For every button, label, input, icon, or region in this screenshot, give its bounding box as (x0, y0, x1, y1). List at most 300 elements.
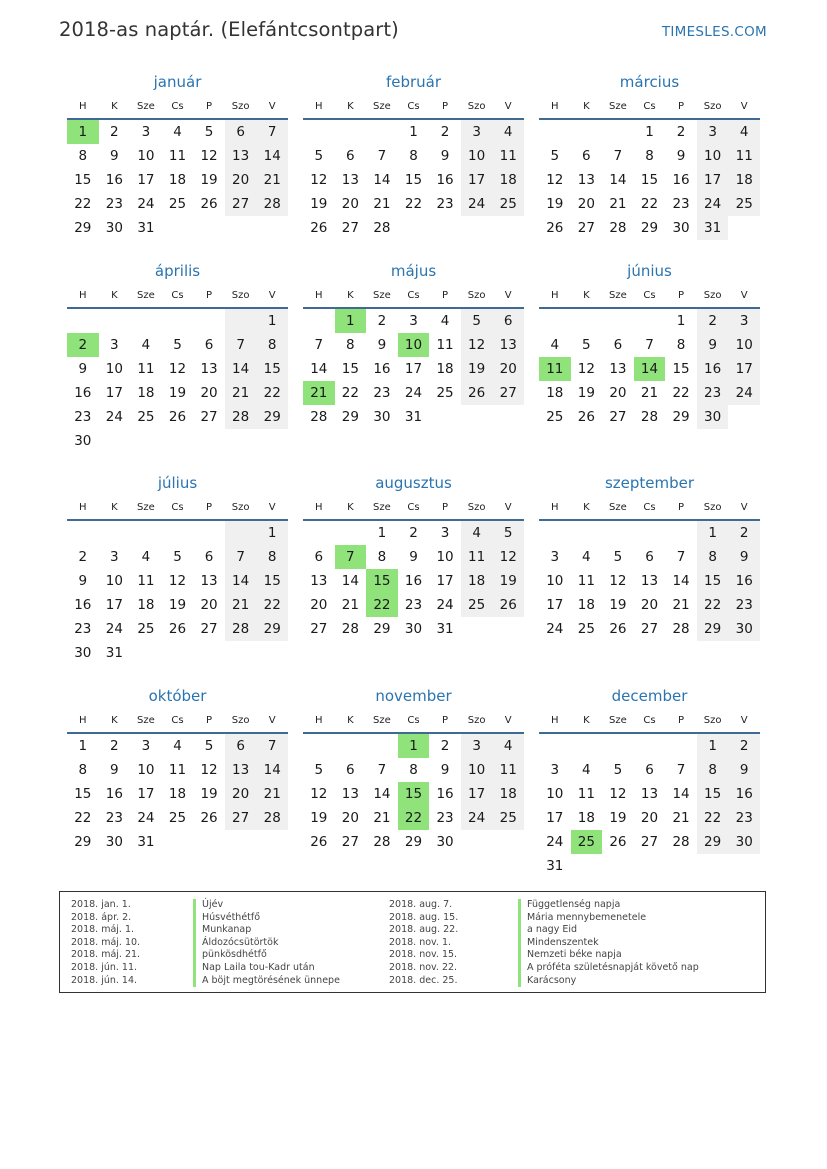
day-cell: 10 (461, 758, 493, 782)
day-cell: 21 (256, 782, 288, 806)
day-cell-empty (335, 120, 367, 144)
day-cell: 12 (168, 361, 187, 377)
weekday-label: P (206, 290, 213, 301)
weekday-label: P (442, 290, 449, 301)
day-cell: 15 (74, 786, 92, 802)
day-grid (539, 120, 760, 240)
day-cell: 12 (461, 333, 493, 357)
day-cell: 17 (461, 782, 493, 806)
day-cell: 13 (200, 573, 218, 589)
day-cell: 11 (728, 144, 760, 168)
weekday-label: H (551, 502, 559, 513)
holiday-name: pünkösdhétfő (193, 949, 267, 962)
day-cell: 16 (74, 385, 92, 401)
day-cell: 29 (697, 617, 729, 641)
day-cell: 1 (78, 738, 88, 754)
day-cell-empty (303, 309, 335, 333)
day-cell: 31 (404, 409, 423, 425)
weekday-label: Szo (231, 715, 250, 726)
day-cell: 30 (728, 617, 760, 641)
holiday-name: Munkanap (193, 924, 251, 937)
day-cell: 4 (582, 549, 591, 565)
day-cell: 10 (728, 333, 760, 357)
day-cell: 24 (546, 621, 564, 637)
day-cell: 17 (461, 168, 493, 192)
holiday-date: 2018. ápr. 2. (71, 911, 132, 923)
day-cell: 24 (137, 810, 155, 826)
weekday-label: K (347, 502, 354, 513)
day-cell: 14 (225, 569, 257, 593)
month-name: július (157, 474, 198, 492)
day-cell: 3 (550, 762, 560, 778)
day-cell: 26 (168, 409, 187, 425)
holiday-name: Újév (193, 899, 223, 912)
day-cell: 5 (314, 148, 324, 164)
day-cell: 29 (74, 220, 92, 236)
day-cell: 12 (492, 545, 524, 569)
weekday-header (67, 95, 288, 120)
day-cell: 17 (546, 597, 564, 613)
month-block (67, 259, 288, 471)
day-cell: 28 (256, 192, 288, 216)
day-cell: 14 (373, 786, 391, 802)
weekday-label: Cs (171, 290, 184, 301)
day-cell: 29 (256, 617, 288, 641)
month-name: november (375, 687, 452, 705)
weekday-label: V (504, 101, 512, 112)
weekday-label: H (551, 715, 559, 726)
day-cell: 4 (440, 313, 450, 329)
day-cell: 5 (613, 762, 623, 778)
day-cell: 29 (404, 834, 423, 850)
weekday-header (539, 496, 760, 521)
day-cell-empty (225, 521, 257, 545)
month-name: szeptember (604, 474, 695, 492)
weekday-label: Cs (407, 101, 420, 112)
day-cell: 9 (728, 758, 760, 782)
day-cell: 20 (609, 385, 627, 401)
day-cell: 18 (137, 597, 155, 613)
holiday-legend (59, 891, 766, 993)
day-cell: 4 (141, 549, 151, 565)
holiday-name: A böjt megtörésének ünnepe (193, 975, 340, 988)
day-cell: 2 (676, 124, 686, 140)
weekday-header (67, 496, 288, 521)
month-block (303, 684, 524, 874)
day-cell: 12 (200, 762, 218, 778)
day-cell: 18 (461, 569, 493, 593)
day-cell: 2 (409, 525, 418, 541)
day-cell: 12 (310, 172, 328, 188)
day-grid (539, 309, 760, 429)
day-cell: 4 (173, 738, 182, 754)
day-cell: 8 (409, 762, 418, 778)
day-cell: 8 (409, 148, 418, 164)
day-cell: 19 (609, 810, 627, 826)
day-cell: 26 (577, 409, 595, 425)
month-block (303, 259, 524, 471)
day-cell: 24 (461, 806, 493, 830)
weekday-label: P (678, 715, 685, 726)
day-cell: 20 (200, 597, 218, 613)
weekday-label: Szo (703, 101, 722, 112)
weekday-label: Szo (467, 502, 486, 513)
day-cell: 23 (404, 597, 423, 613)
day-cell: 23 (436, 810, 454, 826)
holiday-name: Karácsony (518, 975, 576, 988)
weekday-label: K (583, 502, 590, 513)
day-cell: 14 (373, 172, 391, 188)
day-cell: 27 (492, 381, 524, 405)
month-block (67, 471, 288, 684)
day-cell: 10 (697, 144, 729, 168)
day-cell-empty (67, 309, 99, 333)
day-cell: 12 (168, 573, 187, 589)
day-cell: 12 (310, 786, 328, 802)
weekday-label: P (678, 290, 685, 301)
day-cell: 16 (105, 786, 123, 802)
weekday-label: Sze (609, 101, 627, 112)
weekday-label: P (678, 502, 685, 513)
day-cell-empty (634, 309, 666, 333)
weekday-label: Sze (373, 715, 391, 726)
day-cell: 16 (672, 172, 690, 188)
day-cell: 24 (436, 597, 454, 613)
day-cell-empty (335, 521, 367, 545)
day-cell: 18 (168, 786, 187, 802)
day-cell: 27 (640, 621, 659, 637)
day-cell: 31 (137, 220, 155, 236)
day-cell: 2 (728, 521, 760, 545)
day-cell-holiday: 10 (398, 333, 430, 357)
day-cell: 27 (200, 621, 218, 637)
weekday-label: Cs (407, 290, 420, 301)
day-cell: 29 (74, 834, 92, 850)
day-cell: 4 (728, 120, 760, 144)
weekday-label: Sze (609, 502, 627, 513)
day-cell: 6 (613, 337, 623, 353)
day-cell: 18 (577, 597, 595, 613)
day-cell: 2 (110, 124, 119, 140)
day-cell: 9 (110, 762, 119, 778)
day-cell: 8 (377, 549, 387, 565)
day-cell: 11 (492, 758, 524, 782)
day-cell-holiday: 1 (335, 309, 367, 333)
day-cell: 27 (341, 834, 359, 850)
day-cell: 28 (256, 806, 288, 830)
day-cell-empty (303, 734, 335, 758)
day-cell: 15 (256, 569, 288, 593)
day-cell: 18 (492, 168, 524, 192)
weekday-label: H (79, 715, 87, 726)
day-cell: 18 (137, 385, 155, 401)
weekday-label: V (268, 715, 276, 726)
day-cell: 9 (440, 762, 450, 778)
holiday-name: Áldozócsütörtök (193, 937, 278, 950)
weekday-header (67, 709, 288, 734)
day-grid (67, 309, 288, 453)
day-cell: 12 (200, 148, 218, 164)
day-cell: 25 (436, 385, 454, 401)
day-cell-empty (602, 120, 634, 144)
day-cell: 17 (404, 361, 423, 377)
day-cell: 31 (436, 621, 454, 637)
day-cell: 2 (440, 738, 450, 754)
day-cell-holiday: 25 (571, 830, 603, 854)
day-cell: 6 (346, 148, 355, 164)
weekday-label: Sze (373, 101, 391, 112)
day-cell: 3 (141, 124, 151, 140)
day-cell: 14 (672, 573, 690, 589)
weekday-label: V (740, 502, 748, 513)
day-cell: 17 (728, 357, 760, 381)
holiday-date: 2018. nov. 22. (389, 961, 458, 973)
day-cell-empty (539, 309, 571, 333)
day-cell: 12 (546, 172, 564, 188)
month-name: október (148, 687, 207, 705)
weekday-label: Cs (171, 101, 184, 112)
day-cell: 6 (645, 762, 654, 778)
day-cell: 26 (492, 593, 524, 617)
day-cell: 18 (168, 172, 187, 188)
weekday-label: H (79, 290, 87, 301)
day-cell: 16 (697, 357, 729, 381)
day-cell: 14 (341, 573, 359, 589)
day-cell: 3 (110, 549, 119, 565)
day-cell-holiday: 22 (398, 806, 430, 830)
day-cell: 2 (110, 738, 119, 754)
day-cell: 17 (137, 172, 155, 188)
day-cell: 14 (225, 357, 257, 381)
day-cell: 25 (546, 409, 564, 425)
day-cell: 4 (550, 337, 560, 353)
weekday-label: Cs (171, 715, 184, 726)
day-cell: 26 (200, 196, 218, 212)
weekday-label: Sze (609, 290, 627, 301)
day-cell-holiday: 21 (303, 381, 335, 405)
weekday-label: Szo (467, 290, 486, 301)
weekday-label: P (678, 101, 685, 112)
day-cell: 27 (640, 834, 659, 850)
day-cell: 7 (645, 337, 654, 353)
calendar-grid (67, 70, 760, 874)
day-cell: 2 (377, 313, 387, 329)
day-cell: 23 (728, 593, 760, 617)
day-cell: 2 (78, 549, 88, 565)
weekday-label: Szo (231, 290, 250, 301)
day-cell: 8 (256, 545, 288, 569)
day-cell: 30 (697, 405, 729, 429)
day-cell: 5 (461, 309, 493, 333)
day-cell-empty (99, 309, 131, 333)
day-cell-empty (571, 120, 603, 144)
day-cell: 19 (310, 810, 328, 826)
day-cell: 17 (105, 597, 123, 613)
day-cell: 26 (168, 621, 187, 637)
day-cell: 24 (697, 192, 729, 216)
day-cell: 21 (640, 385, 659, 401)
day-cell: 5 (492, 521, 524, 545)
day-cell: 22 (404, 196, 423, 212)
day-cell: 26 (200, 810, 218, 826)
day-cell: 7 (314, 337, 324, 353)
holiday-date: 2018. máj. 1. (71, 924, 135, 936)
month-block (539, 684, 760, 874)
day-cell: 31 (137, 834, 155, 850)
holiday-date: 2018. jún. 14. (71, 974, 138, 986)
day-cell: 16 (74, 597, 92, 613)
day-grid (67, 734, 288, 854)
weekday-label: Sze (373, 502, 391, 513)
day-cell: 27 (577, 220, 595, 236)
day-cell: 24 (105, 409, 123, 425)
weekday-header (303, 709, 524, 734)
day-cell-holiday: 15 (366, 569, 398, 593)
day-cell: 8 (697, 758, 729, 782)
holiday-date: 2018. nov. 15. (389, 949, 458, 961)
day-cell: 15 (640, 172, 659, 188)
day-cell: 21 (341, 597, 359, 613)
weekday-label: Cs (643, 290, 656, 301)
day-cell: 7 (256, 120, 288, 144)
day-cell-empty (162, 521, 194, 545)
day-cell: 20 (640, 810, 659, 826)
day-cell: 12 (609, 573, 627, 589)
day-cell: 10 (546, 573, 564, 589)
day-cell-empty (539, 120, 571, 144)
day-cell: 8 (346, 337, 355, 353)
weekday-label: P (206, 715, 213, 726)
day-cell: 2 (728, 734, 760, 758)
day-cell: 22 (341, 385, 359, 401)
day-cell: 22 (74, 196, 92, 212)
day-cell: 27 (225, 806, 257, 830)
weekday-header (539, 284, 760, 309)
day-cell: 25 (577, 621, 595, 637)
day-cell: 28 (341, 621, 359, 637)
day-cell: 1 (676, 313, 686, 329)
day-cell: 28 (640, 409, 659, 425)
day-cell-empty (602, 734, 634, 758)
day-cell: 24 (728, 381, 760, 405)
weekday-header (67, 284, 288, 309)
day-cell: 28 (310, 409, 328, 425)
weekday-label: K (583, 101, 590, 112)
day-cell: 26 (461, 381, 493, 405)
day-cell: 10 (105, 573, 123, 589)
day-cell: 28 (609, 220, 627, 236)
day-cell: 6 (204, 549, 214, 565)
day-cell: 28 (672, 834, 690, 850)
holiday-date: 2018. aug. 7. (389, 899, 453, 910)
weekday-label: P (442, 715, 449, 726)
day-cell: 1 (256, 521, 288, 545)
day-cell: 29 (256, 405, 288, 429)
weekday-label: Cs (171, 502, 184, 513)
weekday-label: V (740, 101, 748, 112)
weekday-label: K (347, 101, 354, 112)
day-cell-empty (303, 521, 335, 545)
holiday-date: 2018. jan. 1. (71, 899, 131, 910)
day-cell: 21 (672, 597, 690, 613)
day-cell: 13 (225, 144, 257, 168)
day-cell: 5 (204, 738, 214, 754)
month-block (539, 70, 760, 259)
day-cell: 30 (404, 621, 423, 637)
day-cell: 7 (256, 734, 288, 758)
day-cell: 5 (204, 124, 214, 140)
day-cell: 16 (404, 573, 423, 589)
weekday-label: P (442, 502, 449, 513)
day-cell: 8 (256, 333, 288, 357)
weekday-label: Sze (137, 502, 155, 513)
day-cell: 18 (546, 385, 564, 401)
day-grid (303, 120, 524, 240)
weekday-label: Sze (373, 290, 391, 301)
day-cell: 24 (137, 196, 155, 212)
day-cell-empty (162, 309, 194, 333)
day-cell: 25 (168, 810, 187, 826)
day-cell: 4 (582, 762, 591, 778)
day-grid (303, 734, 524, 854)
weekday-label: H (551, 101, 559, 112)
day-cell: 18 (492, 782, 524, 806)
month-name: április (154, 262, 201, 280)
day-cell: 25 (461, 593, 493, 617)
day-cell: 3 (550, 549, 560, 565)
day-cell-empty (571, 521, 603, 545)
day-cell: 19 (492, 569, 524, 593)
day-cell: 23 (672, 196, 690, 212)
day-cell: 13 (341, 172, 359, 188)
day-cell: 12 (577, 361, 595, 377)
weekday-header (303, 496, 524, 521)
day-cell: 17 (546, 810, 564, 826)
day-cell: 3 (409, 313, 418, 329)
day-cell: 28 (225, 405, 257, 429)
day-cell: 13 (640, 573, 659, 589)
weekday-label: Szo (467, 715, 486, 726)
day-cell-empty (571, 734, 603, 758)
month-name: december (611, 687, 688, 705)
day-cell: 6 (225, 120, 257, 144)
day-cell: 13 (341, 786, 359, 802)
day-cell: 30 (105, 834, 123, 850)
day-cell-empty (571, 309, 603, 333)
day-cell: 20 (640, 597, 659, 613)
day-cell: 11 (436, 337, 454, 353)
weekday-label: Szo (703, 502, 722, 513)
day-cell-empty (130, 521, 162, 545)
brand-link[interactable]: TIMESLES.COM (661, 24, 767, 40)
day-cell: 19 (546, 196, 564, 212)
month-block (67, 70, 288, 259)
day-cell: 6 (346, 762, 355, 778)
weekday-label: Szo (231, 502, 250, 513)
day-cell: 29 (341, 409, 359, 425)
weekday-label: K (111, 502, 118, 513)
day-cell: 26 (609, 621, 627, 637)
day-cell: 19 (609, 597, 627, 613)
day-cell: 15 (404, 172, 423, 188)
weekday-label: Sze (137, 290, 155, 301)
weekday-label: P (442, 101, 449, 112)
day-cell: 8 (676, 337, 686, 353)
weekday-label: H (315, 502, 323, 513)
day-cell: 10 (461, 144, 493, 168)
weekday-label: H (79, 101, 87, 112)
day-cell: 1 (645, 124, 654, 140)
